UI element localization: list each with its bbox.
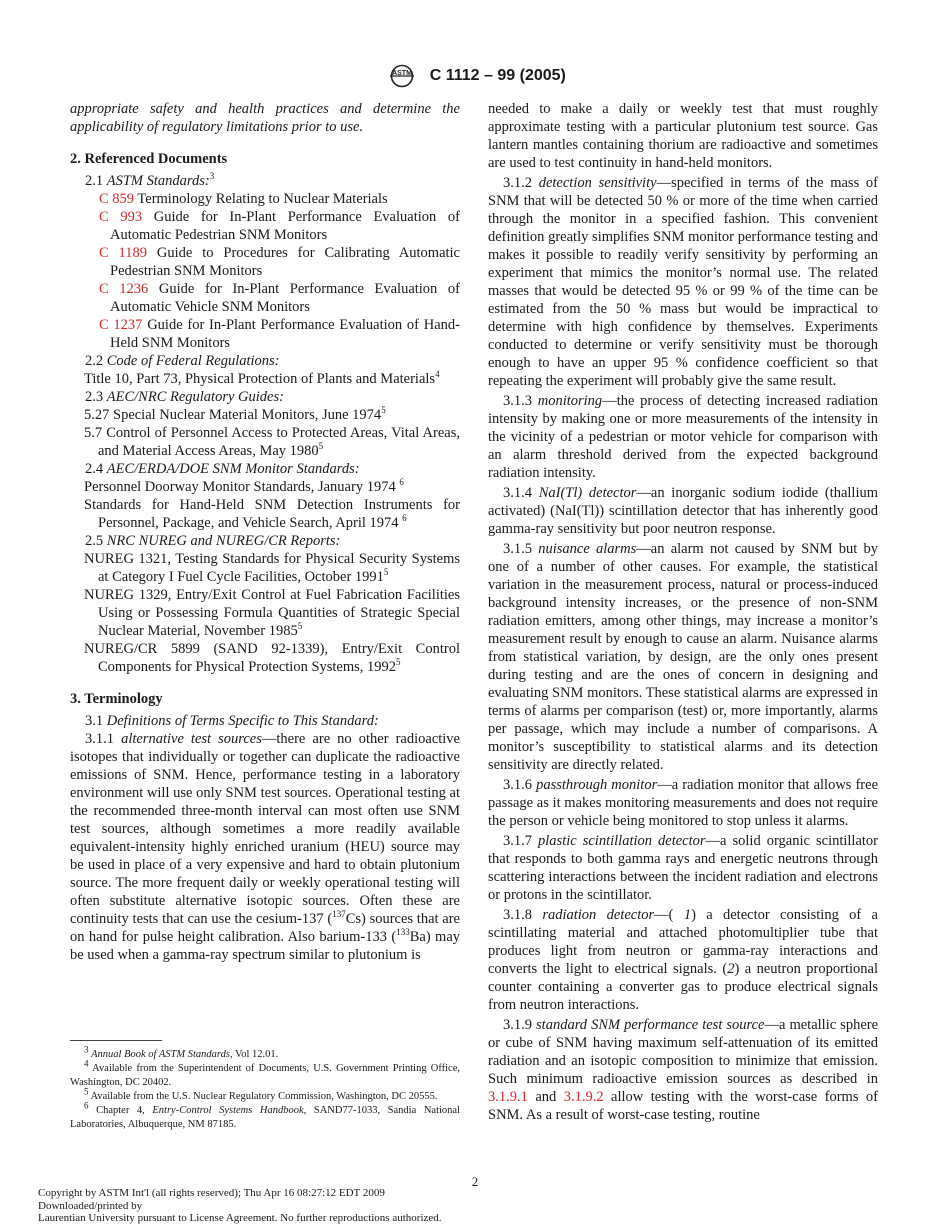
ref-rg527: 5.27 Special Nuclear Material Monitors, June 1974$^5$	[84, 405, 386, 423]
ref-c1236: C 1236 Guide for In-Plant Performance Evaluation of Automatic Vehicle SNM Monitors	[99, 281, 461, 315]
right-column	[488, 100, 878, 1124]
ref-c1237: C 1237 Guide for In-Plant Performance Evaluation of Hand-Held SNM Monitors	[99, 317, 461, 351]
ref-link[interactable]: C 859	[99, 191, 135, 207]
ref-c1189: C 1189 Guide to Procedures for Calibrating Automatic Pedestrian SNM Monitors	[99, 245, 460, 279]
page-header	[0, 64, 950, 88]
term-3-1-9: 3.1.9 standard SNM performance test source—a metallic sphere or cube of SNM having maximum self-attenuation of its emitted radiation and an isotopic composition to minimize that emission. Such minimum radioactive emission sources as described in 3.1.9.1 and 3.1.9.2 allow testing with the worst-case forms of SNM. As a result of worst-case testing, routine	[488, 1017, 879, 1123]
ref-pdm: Personnel Doorway Monitor Standards, January 1974 $^6$	[84, 477, 404, 495]
footnote-rule	[70, 1040, 162, 1041]
section-2-5: 2.5 NRC NUREG and NUREG/CR Reports:	[85, 533, 341, 549]
section-2-2: 2.2 Code of Federal Regulations:	[85, 353, 280, 369]
term-3-1-3: 3.1.3 monitoring—the process of detecting increased radiation intensity by making one or more measurements of the intensity in the vicinity of a pedestrian or motor vehicle for comparison with an alarm threshold derived from the expected background radiation intensity.	[488, 393, 879, 481]
term-3-1-2: 3.1.2 detection sensitivity—specified in terms of the mass of SNM that will be detected 50 % or more of the time when carried through the monitor in a specified fashion. This convenient definition greatly simplifies SNM monitor performance testing and makes it possible to readily verify sensitivity by performing an experiment that mimics the monitor’s normal use. The related masses that would be detected 95 % or 99 % of the time can be estimated from the 50 % mass but would be impractical to determine with high confidence by themselves. Experiments conducted to determine or verify sensitivity must be thorough enough to have an upper 95 % confidence coefficient so that repeating the experiment will probably give the same result.	[488, 175, 879, 389]
svg-text:ASTM: ASTM	[392, 70, 413, 77]
section-2-1: 2.1 ASTM Standards:$^3$	[85, 171, 215, 189]
term-3-1-1: 3.1.1 alternative test sources—there are no other radioactive isotopes that individually or together can duplicate the radioactive emissions of SNM. Hence, performance testing in a laboratory environment will use only SNM test sources. Operational testing at the recommended three-month interval can most often use SNM test sources, although sometimes a more readily available equivalent-intensity highly enriched uranium (HEU) source may be used in place of a very expensive and hard to obtain plutonium source. The more frequent daily or weekly operational testing will often substitute alternative isotopic sources. Often these are continuity tests that can use the cesium-137 ($^{137}$Cs) sources that are on hand for pulse height calibration. Also barium-133 ($^{133}$Ba) may be used when a gamma-ray spectrum similar to plutonium is	[70, 731, 461, 963]
section-link-3-1-9-2[interactable]: 3.1.9.2	[563, 1089, 604, 1105]
ref-c859: C 859 Terminology Relating to Nuclear Materials	[99, 191, 388, 207]
footnote-3: $^3$ Annual Book of ASTM Standards, Vol 12.01.	[84, 1044, 279, 1060]
ref-link[interactable]: C 1189	[99, 245, 148, 261]
astm-logo-icon	[384, 64, 420, 88]
left-column	[70, 100, 460, 964]
ref-rg57: 5.7 Control of Personnel Access to Protected Areas, Vital Areas, and Material Access Areas, May 1980$^5$	[84, 425, 460, 459]
ref-link[interactable]: C 1237	[99, 317, 143, 333]
term-3-1-6: 3.1.6 passthrough monitor—a radiation monitor that allows free passage as it makes monitoring measurements and does not require the person or vehicle being monitored to stop unless it alarms.	[488, 777, 879, 829]
page-number: 2	[471, 1174, 479, 1189]
ref-nureg1321: NUREG 1321, Testing Standards for Physical Security Systems at Category I Fuel Cycle Facilities, October 1991$^5$	[84, 551, 460, 585]
intro-text: appropriate safety and health practices and determine the applicability of regulatory limitations prior to use.	[70, 101, 460, 135]
ref-c993: C 993 Guide for In-Plant Performance Evaluation of Automatic Pedestrian SNM Monitors	[99, 209, 460, 243]
term-3-1-7: 3.1.7 plastic scintillation detector—a solid organic scintillator that responds to both gamma rays and energetic neutrons through scattering interactions between the incident radiation and electrons or protons in the scintillator.	[488, 833, 878, 903]
footer-line: Copyright by ASTM Int'l (all rights reserved); Thu Apr 16 08:27:12 EDT 2009	[38, 1187, 385, 1199]
continuation-text: needed to make a daily or weekly test that must roughly approximate testing with a particular plutonium test source. Gas lantern mantles containing thorium are radioactive and sometimes are used to test continuity in hand-held monitors.	[488, 101, 878, 171]
section-3-heading: 3. Terminology	[70, 691, 163, 707]
document-designation: C 1112 – 99 (2005)	[429, 67, 566, 84]
term-3-1-4: 3.1.4 NaI(Tl) detector—an inorganic sodium iodide (thallium activated) (NaI(Tl)) scintillation detector that has inherently good gamma-ray sensitivity but poor neutron response.	[488, 485, 879, 537]
footer-line: Laurentian University pursuant to License Agreement. No further reproductions authorized.	[38, 1212, 442, 1224]
section-link-3-1-9-1[interactable]: 3.1.9.1	[488, 1089, 528, 1105]
footer-line: Downloaded/printed by	[38, 1199, 143, 1212]
ref-link[interactable]: C 993	[99, 209, 143, 225]
footnote-4: $^4$ Available from the Superintendent of Documents, U.S. Government Printing Office, Washington, DC 20402.	[70, 1058, 460, 1088]
footnote-5: $^5$ Available from the U.S. Nuclear Regulatory Commission, Washington, DC 20555.	[84, 1086, 438, 1102]
copyright-footer	[38, 1187, 442, 1225]
ref-handheld: Standards for Hand-Held SNM Detection Instruments for Personnel, Package, and Vehicle Search, April 1974 $^6$	[84, 497, 460, 531]
section-2-4: 2.4 AEC/ERDA/DOE SNM Monitor Standards:	[85, 461, 360, 477]
ref-nureg5899: NUREG/CR 5899 (SAND 92-1339), Entry/Exit Control Components for Physical Protection Systems, 1992$^5$	[84, 641, 460, 675]
ref-link[interactable]: C 1236	[99, 281, 149, 297]
term-3-1-8: 3.1.8 radiation detector—( 1) a detector consisting of a scintillating material and attached photomultiplier tube that produces light from neutron or gamma-ray interactions and converts the light to electrical signals. (2) a neutron proportional counter containing a converter gas to produce electrical signals from neutron interactions.	[488, 907, 878, 1013]
ref-title10: Title 10, Part 73, Physical Protection of Plants and Materials$^4$	[84, 369, 440, 387]
section-2-3: 2.3 AEC/NRC Regulatory Guides:	[85, 389, 284, 405]
section-3-1: 3.1 Definitions of Terms Specific to This Standard:	[85, 713, 379, 729]
ref-nureg1329: NUREG 1329, Entry/Exit Control at Fuel Fabrication Facilities Using or Possessing Formula Quantities of Strategic Special Nuclear Material, November 1985$^5$	[84, 587, 460, 639]
section-2-heading: 2. Referenced Documents	[70, 151, 228, 167]
term-3-1-5: 3.1.5 nuisance alarms—an alarm not caused by SNM but by one of a number of other causes. For example, the statistical variation in the measurement process, natural or process-induced background intensity increases, or the presence of non-SNM radiation emitters, among other things, may increase a monitor’s measurement result by enough to cause an alarm. Nuisance alarms from statistical variation, by design, are the only ones present during testing and are the ones of concern in designing and evaluating SNM monitors. These statistical alarms are expressed in terms of alarms per comparison (test) or, more importantly, alarms per passage, which may include a number of comparisons. A monitor’s susceptibility to statistical alarms and its detection sensitivity are directly related.	[488, 541, 878, 773]
footnotes	[70, 1044, 460, 1132]
footnote-6: $^6$ Chapter 4, Entry-Control Systems Handbook, SAND77-1033, Sandia National Laboratories, Albuquerque, NM 87185.	[70, 1100, 460, 1130]
